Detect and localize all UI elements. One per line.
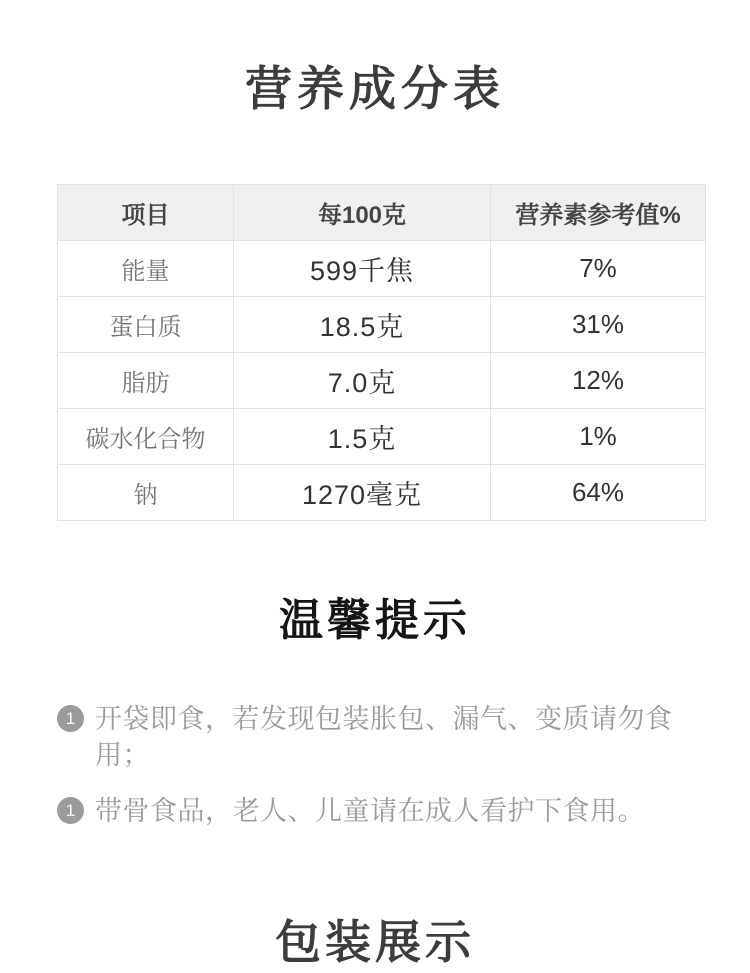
nutrient-name: 蛋白质: [58, 297, 234, 353]
nutrient-amount: 1270毫克: [234, 465, 491, 521]
nutrient-name: 钠: [58, 465, 234, 521]
nutrition-table-header-row: [58, 185, 706, 241]
nutrient-nrv: 1%: [491, 409, 706, 465]
nutrient-amount: 18.5克: [234, 297, 491, 353]
column-header-per-100g: 每100克: [234, 185, 491, 241]
nutrient-name: 能量: [58, 241, 234, 297]
tip-item: [57, 701, 705, 773]
nutrient-nrv: 64%: [491, 465, 706, 521]
nutrition-table: [57, 184, 706, 521]
nutrient-name: 碳水化合物: [58, 409, 234, 465]
tip-text: 开袋即食，若发现包装胀包、漏气、变质请勿食用；: [95, 704, 673, 770]
nutrient-nrv: 12%: [491, 353, 706, 409]
tips-list: [57, 701, 705, 829]
nutrient-amount: 7.0克: [234, 353, 491, 409]
table-row-protein: [58, 297, 706, 353]
nutrition-facts-title: 营养成分表: [245, 62, 505, 115]
nutrient-nrv: 31%: [491, 297, 706, 353]
table-row-fat: [58, 353, 706, 409]
column-header-item: 项目: [58, 185, 234, 241]
tip-item: [57, 793, 705, 829]
nutrient-amount: 1.5克: [234, 409, 491, 465]
packaging-display-title: 包装展示: [275, 916, 475, 968]
column-header-nrv-percent: 营养素参考值%: [491, 185, 706, 241]
table-row-sodium: [58, 465, 706, 521]
nutrient-nrv: 7%: [491, 241, 706, 297]
nutrient-name: 脂肪: [58, 353, 234, 409]
numbered-circle-icon: 1: [57, 705, 84, 732]
numbered-circle-icon: 1: [57, 797, 84, 824]
table-row-energy: [58, 241, 706, 297]
table-row-carbohydrate: [58, 409, 706, 465]
warm-tips-title: 温馨提示: [279, 596, 471, 645]
nutrient-amount: 599千焦: [234, 241, 491, 297]
tip-text: 带骨食品，老人、儿童请在成人看护下食用。: [95, 796, 645, 826]
